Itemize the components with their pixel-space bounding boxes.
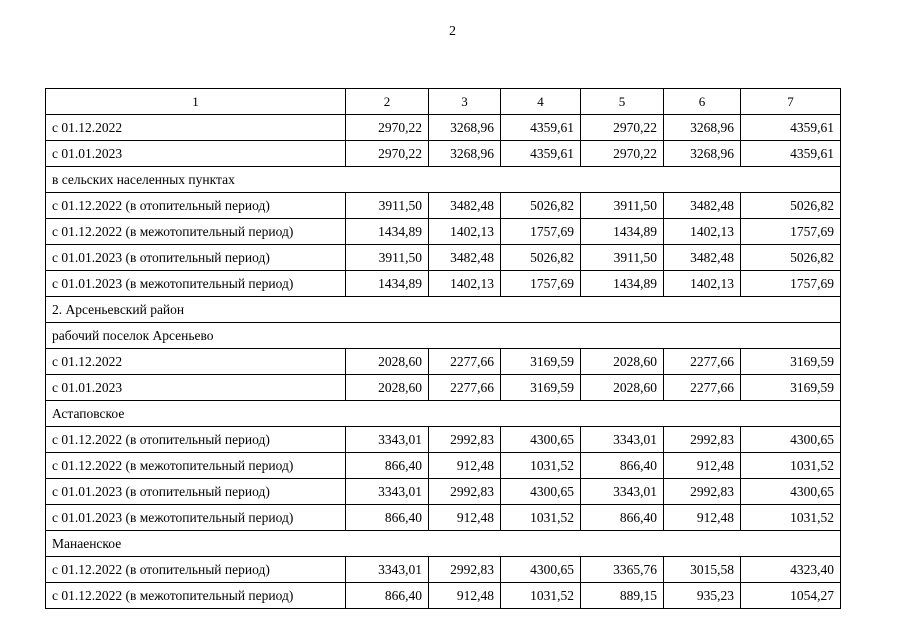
row-label: с 01.01.2023 (в межотопительный период) bbox=[46, 505, 346, 531]
cell-value: 866,40 bbox=[346, 453, 429, 479]
table-row bbox=[46, 453, 841, 479]
cell-value: 4359,61 bbox=[741, 115, 841, 141]
cell-value: 1434,89 bbox=[346, 271, 429, 297]
table-row bbox=[46, 375, 841, 401]
table-body bbox=[46, 115, 841, 609]
table-row bbox=[46, 427, 841, 453]
row-label: с 01.01.2023 (в межотопительный период) bbox=[46, 271, 346, 297]
tariff-table bbox=[45, 88, 841, 609]
table-row bbox=[46, 505, 841, 531]
row-label: с 01.12.2022 bbox=[46, 115, 346, 141]
column-header: 6 bbox=[664, 89, 741, 115]
cell-value: 5026,82 bbox=[741, 193, 841, 219]
column-header: 4 bbox=[501, 89, 581, 115]
cell-value: 1031,52 bbox=[741, 505, 841, 531]
table-row bbox=[46, 583, 841, 609]
row-label: с 01.12.2022 (в отопительный период) bbox=[46, 557, 346, 583]
table-row bbox=[46, 141, 841, 167]
cell-value: 3343,01 bbox=[346, 557, 429, 583]
table-row bbox=[46, 557, 841, 583]
cell-value: 866,40 bbox=[581, 453, 664, 479]
cell-value: 2028,60 bbox=[581, 375, 664, 401]
cell-value: 2970,22 bbox=[581, 141, 664, 167]
cell-value: 889,15 bbox=[581, 583, 664, 609]
cell-value: 2028,60 bbox=[346, 349, 429, 375]
cell-value: 866,40 bbox=[346, 583, 429, 609]
section-row bbox=[46, 323, 841, 349]
cell-value: 3911,50 bbox=[581, 193, 664, 219]
cell-value: 2970,22 bbox=[581, 115, 664, 141]
cell-value: 912,48 bbox=[429, 505, 501, 531]
table-header-row bbox=[46, 89, 841, 115]
cell-value: 2277,66 bbox=[664, 349, 741, 375]
cell-value: 912,48 bbox=[429, 583, 501, 609]
row-label: с 01.12.2022 (в отопительный период) bbox=[46, 193, 346, 219]
cell-value: 1031,52 bbox=[741, 453, 841, 479]
table-row bbox=[46, 245, 841, 271]
column-header: 7 bbox=[741, 89, 841, 115]
cell-value: 3911,50 bbox=[346, 193, 429, 219]
cell-value: 2028,60 bbox=[581, 349, 664, 375]
cell-value: 5026,82 bbox=[501, 245, 581, 271]
cell-value: 2277,66 bbox=[429, 375, 501, 401]
cell-value: 2277,66 bbox=[429, 349, 501, 375]
table-row bbox=[46, 219, 841, 245]
row-label: с 01.12.2022 bbox=[46, 349, 346, 375]
cell-value: 4359,61 bbox=[741, 141, 841, 167]
row-label: с 01.12.2022 (в межотопительный период) bbox=[46, 453, 346, 479]
table-header bbox=[46, 89, 841, 115]
cell-value: 3482,48 bbox=[429, 193, 501, 219]
cell-value: 2992,83 bbox=[429, 557, 501, 583]
cell-value: 3343,01 bbox=[346, 427, 429, 453]
row-label: с 01.12.2022 (в межотопительный период) bbox=[46, 219, 346, 245]
cell-value: 2992,83 bbox=[664, 479, 741, 505]
column-header: 5 bbox=[581, 89, 664, 115]
cell-value: 2970,22 bbox=[346, 115, 429, 141]
cell-value: 1757,69 bbox=[741, 219, 841, 245]
cell-value: 4300,65 bbox=[501, 427, 581, 453]
table-row bbox=[46, 271, 841, 297]
row-label: с 01.12.2022 (в межотопительный период) bbox=[46, 583, 346, 609]
cell-value: 2992,83 bbox=[429, 479, 501, 505]
cell-value: 3169,59 bbox=[741, 375, 841, 401]
row-label: с 01.01.2023 (в отопительный период) bbox=[46, 479, 346, 505]
cell-value: 1757,69 bbox=[501, 219, 581, 245]
cell-value: 1757,69 bbox=[741, 271, 841, 297]
cell-value: 1031,52 bbox=[501, 583, 581, 609]
cell-value: 4300,65 bbox=[501, 479, 581, 505]
cell-value: 5026,82 bbox=[501, 193, 581, 219]
cell-value: 3343,01 bbox=[581, 479, 664, 505]
cell-value: 3365,76 bbox=[581, 557, 664, 583]
cell-value: 4323,40 bbox=[741, 557, 841, 583]
cell-value: 3268,96 bbox=[664, 115, 741, 141]
cell-value: 3911,50 bbox=[581, 245, 664, 271]
table-row bbox=[46, 349, 841, 375]
cell-value: 2028,60 bbox=[346, 375, 429, 401]
cell-value: 1054,27 bbox=[741, 583, 841, 609]
cell-value: 3268,96 bbox=[429, 141, 501, 167]
section-label: рабочий поселок Арсеньево bbox=[46, 323, 841, 349]
cell-value: 912,48 bbox=[429, 453, 501, 479]
cell-value: 4359,61 bbox=[501, 141, 581, 167]
section-row bbox=[46, 531, 841, 557]
cell-value: 912,48 bbox=[664, 453, 741, 479]
cell-value: 4300,65 bbox=[501, 557, 581, 583]
cell-value: 935,23 bbox=[664, 583, 741, 609]
cell-value: 3169,59 bbox=[501, 349, 581, 375]
cell-value: 1434,89 bbox=[581, 219, 664, 245]
cell-value: 2277,66 bbox=[664, 375, 741, 401]
section-label: в сельских населенных пунктах bbox=[46, 167, 841, 193]
cell-value: 1402,13 bbox=[664, 219, 741, 245]
cell-value: 2970,22 bbox=[346, 141, 429, 167]
table-row bbox=[46, 193, 841, 219]
cell-value: 3482,48 bbox=[664, 245, 741, 271]
cell-value: 5026,82 bbox=[741, 245, 841, 271]
section-label: 2. Арсеньевский район bbox=[46, 297, 841, 323]
cell-value: 3169,59 bbox=[741, 349, 841, 375]
page-number: 2 bbox=[449, 24, 456, 39]
table-row bbox=[46, 479, 841, 505]
cell-value: 3343,01 bbox=[346, 479, 429, 505]
cell-value: 3482,48 bbox=[429, 245, 501, 271]
cell-value: 866,40 bbox=[346, 505, 429, 531]
table-row bbox=[46, 115, 841, 141]
cell-value: 4300,65 bbox=[741, 427, 841, 453]
section-row bbox=[46, 167, 841, 193]
section-row bbox=[46, 297, 841, 323]
cell-value: 4300,65 bbox=[741, 479, 841, 505]
cell-value: 2992,83 bbox=[664, 427, 741, 453]
cell-value: 2992,83 bbox=[429, 427, 501, 453]
row-label: с 01.01.2023 (в отопительный период) bbox=[46, 245, 346, 271]
column-header: 3 bbox=[429, 89, 501, 115]
section-row bbox=[46, 401, 841, 427]
cell-value: 1757,69 bbox=[501, 271, 581, 297]
column-header: 1 bbox=[46, 89, 346, 115]
row-label: с 01.12.2022 (в отопительный период) bbox=[46, 427, 346, 453]
cell-value: 1434,89 bbox=[581, 271, 664, 297]
section-label: Манаенское bbox=[46, 531, 841, 557]
cell-value: 3015,58 bbox=[664, 557, 741, 583]
section-label: Астаповское bbox=[46, 401, 841, 427]
cell-value: 1031,52 bbox=[501, 505, 581, 531]
row-label: с 01.01.2023 bbox=[46, 375, 346, 401]
cell-value: 3169,59 bbox=[501, 375, 581, 401]
cell-value: 3268,96 bbox=[429, 115, 501, 141]
cell-value: 3268,96 bbox=[664, 141, 741, 167]
cell-value: 1402,13 bbox=[429, 219, 501, 245]
cell-value: 912,48 bbox=[664, 505, 741, 531]
cell-value: 3343,01 bbox=[581, 427, 664, 453]
cell-value: 1434,89 bbox=[346, 219, 429, 245]
cell-value: 1402,13 bbox=[664, 271, 741, 297]
cell-value: 3911,50 bbox=[346, 245, 429, 271]
cell-value: 3482,48 bbox=[664, 193, 741, 219]
cell-value: 4359,61 bbox=[501, 115, 581, 141]
cell-value: 1402,13 bbox=[429, 271, 501, 297]
row-label: с 01.01.2023 bbox=[46, 141, 346, 167]
column-header: 2 bbox=[346, 89, 429, 115]
cell-value: 1031,52 bbox=[501, 453, 581, 479]
cell-value: 866,40 bbox=[581, 505, 664, 531]
